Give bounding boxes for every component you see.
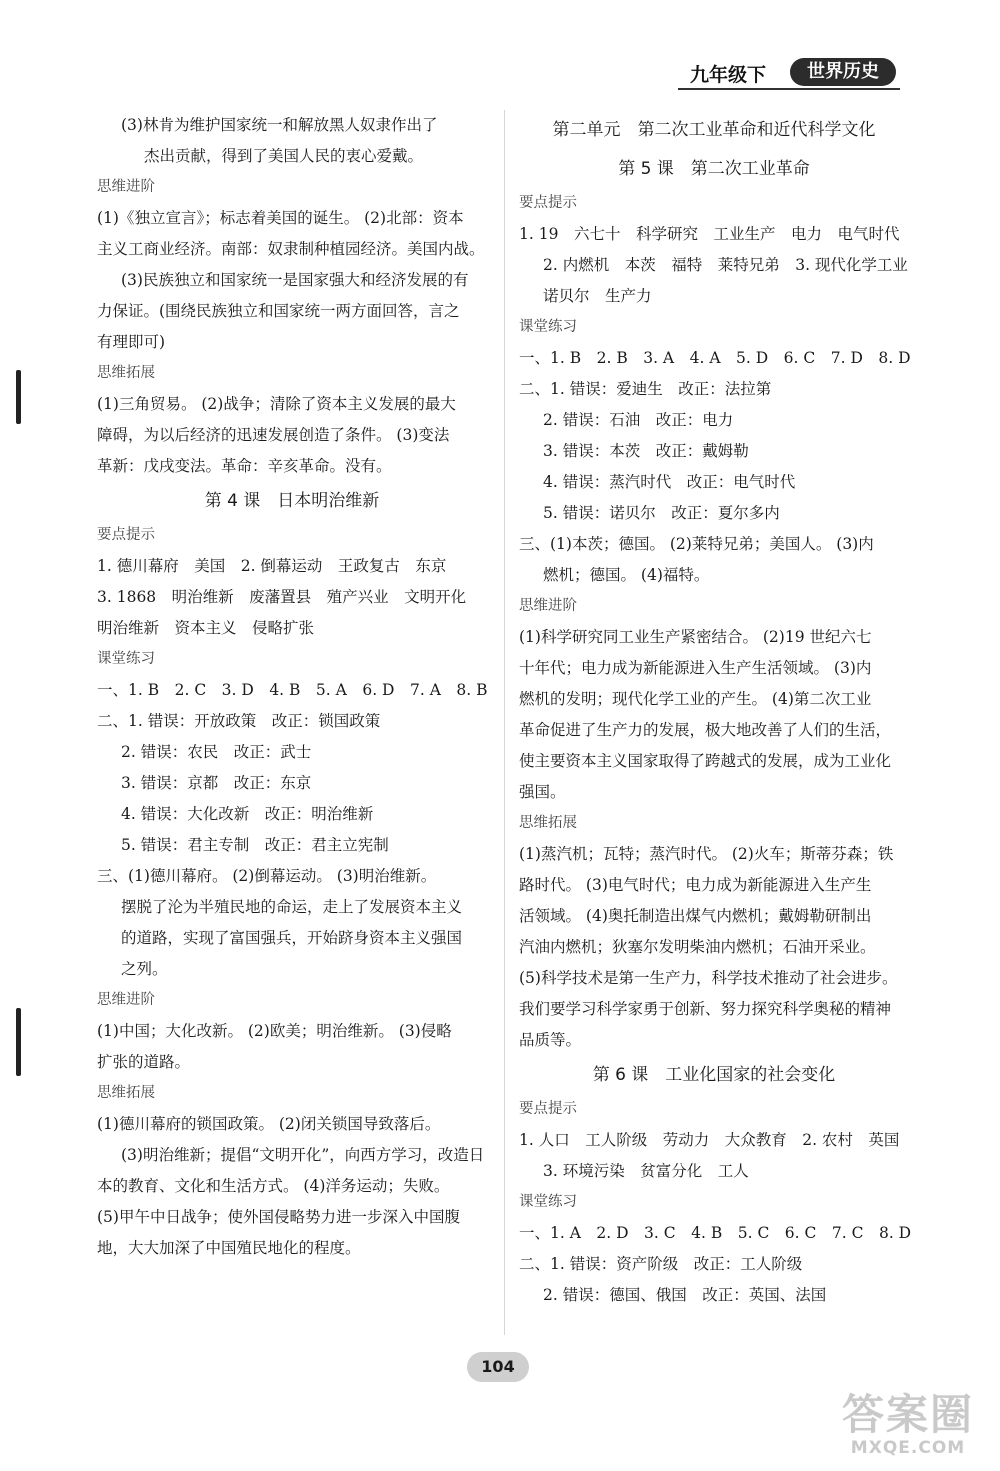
answer-line: 路时代。 (3)电气时代；电力成为新能源进入生产生 (519, 876, 872, 894)
section-heading: 思维进阶 (97, 179, 155, 195)
subject-badge: 世界历史 (790, 58, 896, 86)
answer-line: 有理即可) (97, 333, 166, 351)
answer-line: 3. 错误：本茨 改正：戴姆勒 (543, 442, 749, 460)
answer-line: 一、1. B 2. C 3. D 4. B 5. A 6. D 7. A 8. B (97, 681, 488, 699)
scan-mark-bottom (16, 1008, 21, 1076)
section-heading: 要点提示 (519, 195, 577, 211)
answer-line: (1)德川幕府的锁国政策。 (2)闭关锁国导致落后。 (97, 1115, 441, 1133)
unit-title: 第二单元 第二次工业革命和近代科学文化 (552, 120, 876, 140)
answer-line: 障碍，为以后经济的迅速发展创造了条件。 (3)变法 (97, 426, 450, 444)
section-heading: 课堂练习 (519, 1194, 577, 1210)
answer-line: 二、1. 错误：开放政策 改正：锁国政策 (97, 712, 381, 730)
answer-line: 的道路，实现了富国强兵，开始跻身资本主义强国 (121, 929, 463, 947)
right-column (519, 110, 912, 1311)
scan-mark-top (16, 370, 21, 424)
answer-line: 1. 人口 工人阶级 劳动力 大众教育 2. 农村 英国 (519, 1131, 900, 1149)
answer-line: 革命促进了生产力的发展，极大地改善了人们的生活， (519, 721, 892, 739)
answer-line: 杰出贡献，得到了美国人民的衷心爱戴。 (144, 147, 424, 165)
answer-line: 二、1. 错误：资产阶级 改正：工人阶级 (519, 1255, 803, 1273)
answer-line: 燃机；德国。 (4)福特。 (543, 566, 710, 584)
section-heading: 要点提示 (97, 527, 155, 543)
answer-line: 品质等。 (519, 1031, 582, 1049)
answer-line: 三、(1)本茨；德国。 (2)莱特兄弟；美国人。 (3)内 (519, 535, 874, 553)
answer-line: 2. 错误：农民 改正：武士 (121, 743, 312, 761)
section-heading: 思维拓展 (519, 815, 577, 831)
grade-label: 九年级下 (690, 64, 767, 86)
answer-line: 2. 错误：石油 改正：电力 (543, 411, 734, 429)
answer-line: 2. 内燃机 本茨 福特 莱特兄弟 3. 现代化学工业 (543, 256, 908, 274)
answer-line: 2. 错误：德国、俄国 改正：英国、法国 (543, 1286, 827, 1304)
answer-line: 3. 环境污染 贫富分化 工人 (543, 1162, 749, 1180)
answer-line: 5. 错误：诺贝尔 改正：夏尔多内 (543, 504, 780, 522)
answer-line: 主义工商业经济。南部：奴隶制种植园经济。美国内战。 (97, 240, 485, 258)
left-column (97, 110, 487, 1264)
section-heading: 思维进阶 (519, 598, 577, 614)
answer-line: 4. 错误：大化改新 改正：明治维新 (121, 805, 374, 823)
answer-line: (5)科学技术是第一生产力，科学技术推动了社会进步。 (519, 969, 898, 987)
page-header (678, 58, 900, 92)
answer-line: 4. 错误：蒸汽时代 改正：电气时代 (543, 473, 796, 491)
answer-line: 二、1. 错误：爱迪生 改正：法拉第 (519, 380, 772, 398)
lesson-title: 第 5 课 第二次工业革命 (618, 159, 810, 179)
page-number: 104 (467, 1352, 529, 1382)
watermark-line2: MXQE.COM (850, 1438, 966, 1458)
answer-line: 强国。 (519, 783, 566, 801)
answer-line: 三、(1)德川幕府。 (2)倒幕运动。 (3)明治维新。 (97, 867, 437, 885)
answer-line: 力保证。(围绕民族独立和国家统一两方面回答，言之 (97, 302, 460, 320)
answer-line: (3)民族独立和国家统一是国家强大和经济发展的有 (121, 271, 469, 289)
answer-line: 地，大大加深了中国殖民地化的程度。 (97, 1239, 361, 1257)
answer-line: 燃机的发明；现代化学工业的产生。 (4)第二次工业 (519, 690, 872, 708)
section-heading: 思维拓展 (97, 1085, 155, 1101)
answer-line: (5)甲午中日战争；使外国侵略势力进一步深入中国腹 (97, 1208, 460, 1226)
answer-line: (1)中国；大化改新。 (2)欧美；明治维新。 (3)侵略 (97, 1022, 452, 1040)
answer-line: 1. 19 六七十 科学研究 工业生产 电力 电气时代 (519, 225, 900, 243)
lesson-title: 第 4 课 日本明治维新 (204, 491, 380, 511)
answer-line: (3)林肯为维护国家统一和解放黑人奴隶作出了 (121, 116, 438, 134)
answer-line: 汽油内燃机；狄塞尔发明柴油内燃机；石油开采业。 (519, 938, 876, 956)
answer-line: 诺贝尔 生产力 (543, 287, 652, 305)
answer-line: 明治维新 资本主义 侵略扩张 (97, 619, 315, 637)
answer-line: (3)明治维新；提倡“文明开化”，向西方学习，改造日 (121, 1146, 485, 1164)
answer-line: 革新：戊戌变法。革命：辛亥革命。没有。 (97, 457, 392, 475)
answer-line: 摆脱了沦为半殖民地的命运，走上了发展资本主义 (121, 898, 463, 916)
answer-line: (1)《独立宣言》；标志着美国的诞生。 (2)北部：资本 (97, 209, 464, 227)
answer-line: (1)科学研究同工业生产紧密结合。 (2)19 世纪六七 (519, 628, 872, 646)
answer-line: 十年代；电力成为新能源进入生产生活领域。 (3)内 (519, 659, 872, 677)
answer-line: 活领域。 (4)奥托制造出煤气内燃机；戴姆勒研制出 (519, 907, 872, 925)
answer-line: (1)三角贸易。 (2)战争；清除了资本主义发展的最大 (97, 395, 456, 413)
answer-line: 扩张的道路。 (97, 1053, 191, 1071)
answer-line: 一、1. B 2. B 3. A 4. A 5. D 6. C 7. D 8. D (519, 349, 911, 367)
column-divider (504, 110, 505, 1335)
header-rule (678, 88, 900, 90)
answer-line: 3. 错误：京都 改正：东京 (121, 774, 312, 792)
answer-line: 3. 1868 明治维新 废藩置县 殖产兴业 文明开化 (97, 588, 467, 606)
watermark-logo (828, 1392, 988, 1464)
section-heading: 思维进阶 (97, 992, 155, 1008)
section-heading: 课堂练习 (519, 319, 577, 335)
answer-line: 本的教育、文化和生活方式。 (4)洋务运动；失败。 (97, 1177, 450, 1195)
section-heading: 要点提示 (519, 1101, 577, 1117)
answer-line: 之列。 (121, 960, 168, 978)
answer-line: 使主要资本主义国家取得了跨越式的发展，成为工业化 (519, 752, 892, 770)
section-heading: 课堂练习 (97, 651, 155, 667)
answer-line: 1. 德川幕府 美国 2. 倒幕运动 王政复古 东京 (97, 557, 447, 575)
answer-line: (1)蒸汽机；瓦特；蒸汽时代。 (2)火车；斯蒂芬森；铁 (519, 845, 894, 863)
lesson-title: 第 6 课 工业化国家的社会变化 (592, 1065, 836, 1085)
watermark-line1: 答案圈 (841, 1390, 974, 1439)
answer-line: 一、1. A 2. D 3. C 4. B 5. C 6. C 7. C 8. D (519, 1224, 912, 1242)
answer-line: 我们要学习科学家勇于创新、努力探究科学奥秘的精神 (519, 1000, 892, 1018)
section-heading: 思维拓展 (97, 365, 155, 381)
answer-line: 5. 错误：君主专制 改正：君主立宪制 (121, 836, 389, 854)
